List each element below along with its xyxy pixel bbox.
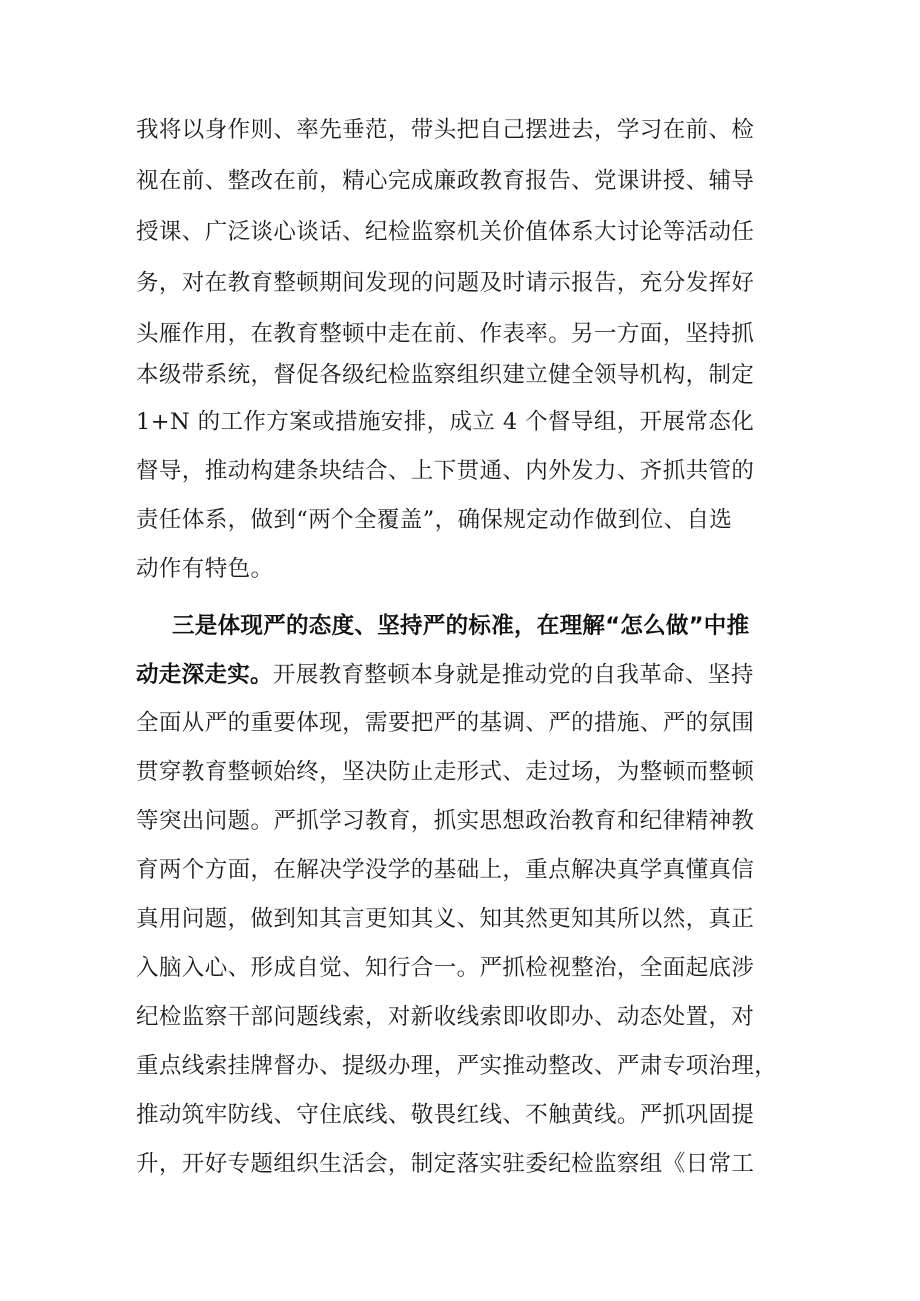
paragraph-line: 等突出问题。严抓学习教育，抓实思想政治教育和纪律精神教 <box>136 808 755 834</box>
paragraph-line: 务，对在教育整顿期间发现的问题及时请示报告，充分发挥好 <box>136 270 755 296</box>
paragraph-line: 1+N 的工作方案或措施安排，成立 4 个督导组，开展常态化 <box>136 409 755 435</box>
paragraph-line: 真用问题，做到知其言更知其义、知其然更知其所以然，真正 <box>136 906 755 932</box>
paragraph-line: 纪检监察干部问题线索，对新收线索即收即办、动态处置，对 <box>136 1004 755 1030</box>
paragraph-line: 育两个方面，在解决学没学的基础上，重点解决真学真懂真信 <box>136 857 755 883</box>
paragraph-line: 重点线索挂牌督办、提级办理，严实推动整改、严肃专项治理， <box>136 1053 778 1079</box>
paragraph-line: 升，开好专题组织生活会，制定落实驻委纪检监察组《日常工 <box>136 1151 755 1177</box>
section-heading-continuation: 动走深走实。 <box>136 662 273 688</box>
paragraph-line: 贯穿教育整顿始终，坚决防止走形式、走过场，为整顿而整顿 <box>136 759 755 785</box>
paragraph-text: 开展教育整顿本身就是推动党的自我革命、坚持 <box>272 662 754 688</box>
paragraph-line: 我将以身作则、率先垂范，带头把自己摆进去，学习在前、检 <box>136 117 755 143</box>
paragraph-line: 授课、广泛谈心谈话、纪检监察机关价值体系大讨论等活动任 <box>136 219 755 245</box>
paragraph-line: 责任体系，做到“两个全覆盖”，确保规定动作做到位、自选 <box>136 507 733 533</box>
paragraph-line: 入脑入心、形成自觉、知行合一。严抓检视整治，全面起底涉 <box>136 955 755 981</box>
section-heading: 三是体现严的态度、坚持严的标准，在理解“怎么做”中推 <box>172 613 750 639</box>
paragraph-line: 视在前、整改在前，精心完成廉政教育报告、党课讲授、辅导 <box>136 168 755 194</box>
paragraph-line: 推动筑牢防线、守住底线、敬畏红线、不触黄线。严抓巩固提 <box>136 1102 755 1128</box>
paragraph-line <box>136 660 796 690</box>
paragraph-line: 督导，推动构建条块结合、上下贯通、内外发力、齐抓共管的 <box>136 458 755 484</box>
paragraph-line: 头雁作用，在教育整顿中走在前、作表率。另一方面，坚持抓 <box>136 321 755 347</box>
paragraph-line: 全面从严的重要体现，需要把严的基调、严的措施、严的氛围 <box>136 710 755 736</box>
paragraph-line: 动作有特色。 <box>136 556 274 582</box>
paragraph-line: 本级带系统，督促各级纪检监察组织建立健全领导机构，制定 <box>136 362 755 388</box>
